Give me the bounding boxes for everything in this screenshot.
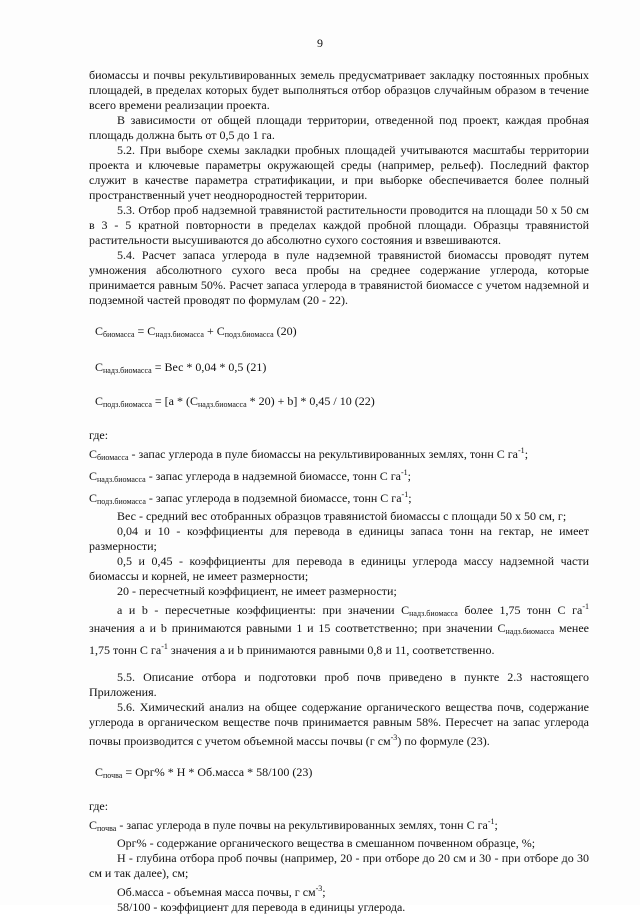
formula-20: $С_{биомасса} = С_{надз.биомасса} + С_{подз.биомасса}$ (20) [95, 324, 297, 339]
where-weight: Вес - средний вес отобранных образцов травянистой биомассы с площади 50 х 50 см, г; [117, 509, 567, 523]
where-coef-05-045: 0,5 и 0,45 - коэффициенты для перевода в единицы углерода массу надземной части биомассы и корней, не имеет размерности; [89, 554, 589, 583]
formula-22: $С_{подз.биомасса} = [а * (С_{надз.биомасса} * 20) + b] * 0,45 / 10$ (22) [95, 394, 375, 409]
where-coef-58: 58/100 - коэффициент для перевода в единицы углерода. [117, 900, 406, 914]
paragraph-continuation: биомассы и почвы рекультивированных земель предусматривает закладку постоянных пробных площадей, в пределах которых будет выполняться отбор образцов случайным образом в течение всего времени реализации проекта. [89, 68, 589, 112]
where-c-below: $С_{подз.биомасса}$ - запас углерода в подземной биомассе, тонн С $га^{-1}$; [89, 490, 412, 506]
where-c-biomass: $С_{биомасса}$ - запас углерода в пуле биомассы на рекультивированных землях, тонн С $га^{-1}$; [89, 446, 529, 462]
paragraph-5-4: 5.4. Расчет запаса углерода в пуле надземной травянистой биомассы проводят путем умножения абсолютного сухого веса пробы на среднее содержание углерода, которые принимается равным 50%. Расчет запаса углерода в травянистой биомассе с учетом надземной и подземной частей проводят по формулам (20 - 22). [89, 248, 589, 307]
formula-23: $С_{почва} = Орг\% * Н$ * Об.масса * 58/100 (23) [95, 765, 313, 780]
paragraph-area-size: В зависимости от общей площади территории, отведенной под проект, каждая пробная площадь должна быть от 0,5 до 1 га. [89, 113, 589, 142]
where-org: Орг% - содержание органического вещества в смешанном почвенном образце, %; [117, 836, 536, 850]
where-label-2: где: [89, 799, 109, 813]
where-coef-20: 20 - пересчетный коэффициент, не имеет размерности; [117, 584, 397, 598]
where-bulk-density: Об.масса - объемная масса почвы, г $см^{-3}$; [117, 884, 326, 899]
paragraph-5-6: 5.6. Химический анализ на общее содержание органического вещества почв, содержание углерода в органическом веществе почв принимается равным 58%. Пересчет на запас углерода почвы производится с учетом объемной массы почвы (г $см^{-3}$) по формуле (23). [89, 700, 589, 748]
where-depth: Н - глубина отбора проб почвы (например, 20 - при отборе до 20 см и 30 - при отборе до 30 см и так далее), см; [89, 851, 589, 880]
where-c-above: $С_{надз.биомасса}$ - запас углерода в надземной биомассе, тонн С $га^{-1}$; [89, 468, 412, 484]
where-coef-a-b: а и b - пересчетные коэффициенты: при значении $С_{надз.биомасса}$ более 1,75 тонн С $га^{-1}$ значения а и b принимаются равными 1 и 15 соответственно; при значении $С_{надз.биомасса}$ менее 1,75 тонн С $га^{-1}$ значения а и b принимаются равными 0,8 и 11, соответственно. [89, 602, 590, 657]
formula-21: $С_{надз.биомасса}$ = Вес * 0,04 * 0,5 (21) [95, 360, 267, 375]
where-label: где: [89, 428, 109, 442]
paragraph-5-3: 5.3. Отбор проб надземной травянистой растительности проводится на площади 50 х 50 см в 3 - 5 кратной повторности в пределах каждой пробной площади. Образцы травянистой растительности высушиваются до абсолютно сухого состояния и взвешиваются. [89, 203, 589, 247]
page-body [89, 68, 589, 915]
page-number: 9 [317, 36, 323, 50]
where-coef-004-10: 0,04 и 10 - коэффициенты для перевода в единицы запаса тонн на гектар, не имеет размерности; [89, 524, 589, 553]
where-c-soil: $С_{почва}$ - запас углерода в пуле почвы на рекультивированных землях, тонн С $га^{-1}$; [89, 817, 498, 833]
paragraph-5-2: 5.2. При выборе схемы закладки пробных площадей учитываются масштабы территории проекта и ключевые параметры окружающей среды (например, рельеф). Последний фактор служит в качестве параметра стратификации, и при выборке обеспечивается более полный пространственный учет неоднородностей территории. [89, 143, 589, 202]
paragraph-5-5: 5.5. Описание отбора и подготовки проб почв приведено в пункте 2.3 настоящего Приложения. [89, 670, 589, 699]
